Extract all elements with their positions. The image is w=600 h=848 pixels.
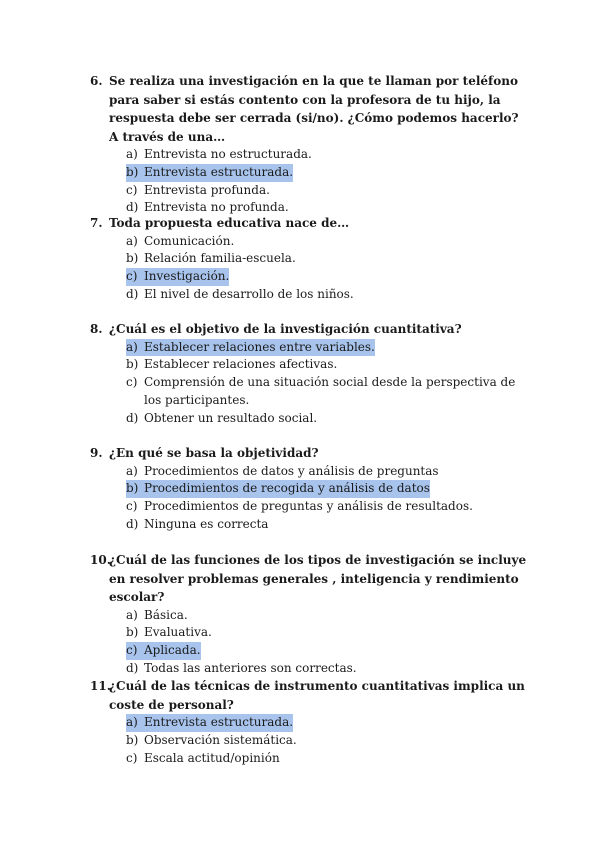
option-letter: c) (126, 182, 138, 197)
option-letter: b) (126, 251, 139, 266)
option-letter: d) (126, 516, 139, 531)
question-heading (90, 72, 530, 146)
option-letter: a) (126, 463, 138, 478)
option-text: El nivel de desarrollo de los niños. (144, 286, 354, 301)
option-b-highlighted (90, 164, 530, 182)
option-letter: b) (126, 164, 139, 179)
option-letter: c) (126, 499, 138, 514)
option-a-highlighted (90, 339, 530, 357)
option-text: Todas las anteriores son correctas. (144, 660, 357, 675)
option-letter: c) (126, 750, 138, 765)
question-text: ¿Cuál de las funciones de los tipos de investigación se incluye en resolver problemas generales , inteligencia y rendimiento escolar? (109, 553, 527, 604)
option-b (90, 250, 530, 268)
option-text: Comprensión de una situación social desde la perspectiva de los participantes. (144, 375, 516, 407)
option-c-highlighted (90, 642, 530, 660)
option-letter: a) (126, 339, 138, 354)
question-10 (90, 551, 530, 678)
question-number: 6. (90, 74, 103, 88)
question-heading (90, 214, 530, 233)
option-text: Establecer relaciones afectivas. (144, 357, 338, 372)
option-a (90, 146, 530, 164)
option-text: Aplicada. (144, 643, 201, 658)
question-text: ¿En qué se basa la objetividad? (109, 446, 319, 460)
option-c (90, 374, 530, 410)
option-text: Procedimientos de recogida y análisis de datos (144, 481, 430, 496)
option-letter: a) (126, 233, 138, 248)
option-d (90, 516, 530, 534)
option-d (90, 286, 530, 304)
option-b-highlighted (90, 480, 530, 498)
option-b (90, 356, 530, 374)
option-text: Evaluativa. (144, 625, 212, 640)
option-text: Relación familia-escuela. (144, 251, 296, 266)
option-letter: c) (126, 269, 138, 284)
question-11 (90, 677, 530, 767)
question-text: ¿Cuál es el objetivo de la investigación cuantitativa? (109, 322, 462, 336)
option-letter: b) (126, 481, 139, 496)
option-text: Entrevista no estructurada. (144, 147, 312, 161)
options-list (90, 233, 530, 304)
option-text: Comunicación. (144, 233, 235, 248)
question-number: 7. (90, 216, 103, 230)
option-letter: d) (126, 410, 139, 425)
option-letter: b) (126, 732, 139, 747)
option-c (90, 750, 530, 768)
option-letter: b) (126, 625, 139, 640)
question-heading (90, 551, 530, 607)
option-text: Establecer relaciones entre variables. (144, 339, 375, 354)
question-heading (90, 677, 530, 714)
options-list (90, 339, 530, 428)
question-7 (90, 214, 530, 304)
question-number: 8. (90, 322, 103, 336)
option-text: Obtener un resultado social. (144, 410, 318, 425)
question-number: 10. (90, 553, 111, 567)
question-text: Se realiza una investigación en la que te llaman por teléfono para saber si estás contento con la profesora de tu hijo, la respuesta debe ser cerrada (si/no). ¿Cómo podemos hacerlo? A través de una… (109, 74, 519, 144)
option-text: Escala actitud/opinión (144, 750, 280, 765)
options-list (90, 714, 530, 767)
option-b (90, 624, 530, 642)
question-text: ¿Cuál de las técnicas de instrumento cuantitativas implica un coste de personal? (109, 679, 525, 712)
option-text: Procedimientos de datos y análisis de preguntas (144, 463, 439, 478)
option-letter: c) (126, 375, 138, 390)
option-letter: a) (126, 715, 138, 729)
option-letter: d) (126, 200, 139, 215)
option-a-highlighted (90, 714, 530, 732)
option-letter: d) (126, 286, 139, 301)
option-text: Ninguna es correcta (144, 516, 269, 531)
options-list (90, 463, 530, 534)
option-a (90, 463, 530, 481)
question-heading (90, 320, 530, 339)
option-c-highlighted (90, 268, 530, 286)
question-number: 9. (90, 446, 103, 460)
option-text: Básica. (144, 607, 188, 622)
options-list (90, 607, 530, 678)
option-letter: a) (126, 147, 138, 161)
option-letter: a) (126, 607, 138, 622)
option-letter: c) (126, 643, 138, 658)
option-c (90, 498, 530, 516)
question-text: Toda propuesta educativa nace de… (109, 216, 350, 230)
option-text: Observación sistemática. (144, 732, 297, 747)
option-letter: b) (126, 357, 139, 372)
option-text: Entrevista profunda. (144, 182, 270, 197)
option-text: Entrevista no profunda. (144, 200, 289, 215)
option-text: Entrevista estructurada. (144, 164, 294, 179)
option-letter: d) (126, 660, 139, 675)
option-d (90, 410, 530, 428)
option-d (90, 660, 530, 678)
option-text: Entrevista estructurada. (144, 715, 294, 729)
option-a (90, 607, 530, 625)
option-text: Procedimientos de preguntas y análisis de resultados. (144, 499, 473, 514)
option-b (90, 732, 530, 750)
question-8 (90, 320, 530, 427)
option-text: Investigación. (144, 269, 230, 284)
question-number: 11. (90, 679, 111, 693)
option-c (90, 182, 530, 200)
option-a (90, 233, 530, 251)
question-9 (90, 444, 530, 534)
question-heading (90, 444, 530, 463)
question-6 (90, 72, 530, 217)
options-list (90, 146, 530, 217)
